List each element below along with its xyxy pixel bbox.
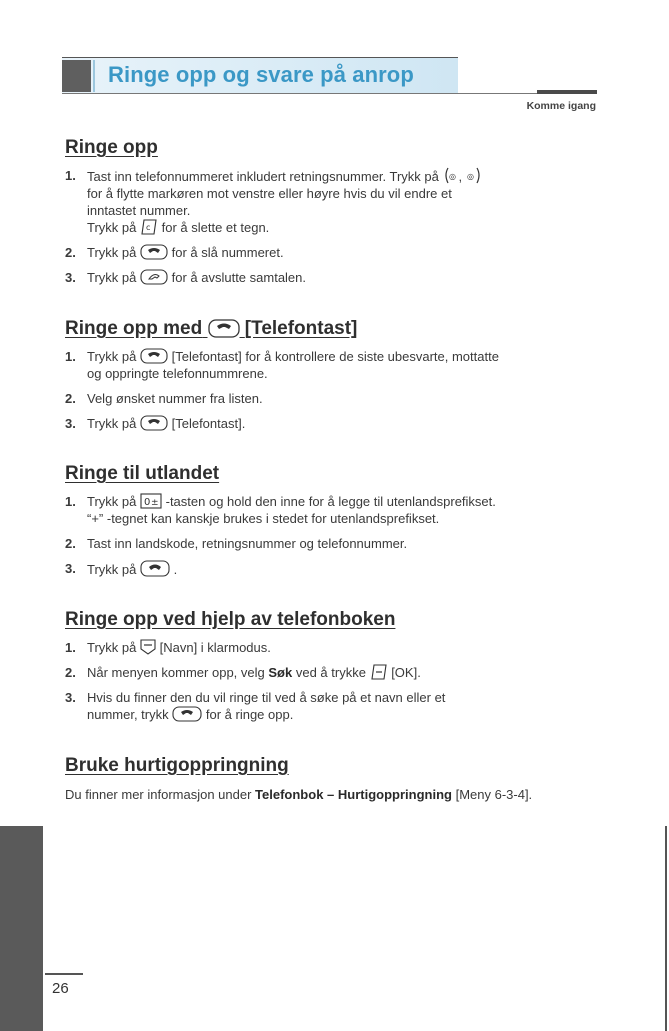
section-heading: Ringe opp — [65, 137, 158, 158]
svg-text:◎: ◎ — [466, 172, 474, 181]
section-body: Du finner mer informasjon under Telefonbok – Hurtigoppringning [Meny 6-3-4]. — [65, 787, 533, 802]
send-key-icon — [172, 706, 202, 722]
send-key-icon — [140, 348, 168, 364]
list-item: 3. Trykk på [Telefontast]. — [65, 416, 246, 431]
section-ringe-opp-med-telefontast — [65, 318, 605, 440]
section-bruke-hurtigoppringning — [65, 755, 605, 804]
section-heading: Ringe opp ved hjelp av telefonboken — [65, 609, 396, 630]
title-separator — [93, 60, 95, 92]
footer-rule — [45, 973, 83, 975]
section-ringe-opp — [65, 137, 605, 294]
svg-text:◎: ◎ — [448, 172, 456, 181]
list-item: 2. Når menyen kommer opp, velg Søk ved å trykke [OK]. — [65, 665, 421, 680]
svg-text:±: ± — [150, 498, 159, 508]
navigation-left-icon — [443, 167, 459, 184]
send-key-icon — [140, 244, 168, 260]
section-heading: Ringe til utlandet — [65, 463, 220, 484]
section-ringe-opp-telefonboken — [65, 609, 605, 731]
section-heading: Bruke hurtigoppringning — [65, 755, 289, 776]
list-item: 2. Trykk på for å slå nummeret. — [65, 245, 284, 260]
list-item: 1. Trykk på [Navn] i klarmodus. — [65, 640, 271, 655]
send-key-icon — [208, 319, 240, 338]
navigation-right-icon — [466, 167, 482, 184]
list-item: 2. Tast inn landskode, retningsnummer og telefonnummer. — [65, 536, 408, 551]
list-item: 2. Velg ønsket nummer fra listen. — [65, 391, 263, 406]
left-softkey-icon — [140, 639, 156, 655]
list-item: 1. Trykk på 0 ± -tasten og hold den inne for å legge til utenlandsprefikset. “+” -tegnet kan kanskje brukes i stedet for utenlandsprefikset. — [65, 494, 496, 526]
list-item: 1. Tast inn telefonnummeret inkludert retningsnummer. Trykk på ◎ , ◎ for å flytte markøren mot venstre eller høyre hvis du vil endre et inntastet nummer. Trykk på c for å slette et tegn. — [65, 167, 605, 236]
list-item: 1. Trykk på [Telefontast] for å kontrollere de siste ubesvarte, mottatte og oppringte telefonnummrene. — [65, 349, 499, 381]
list-item: 3. Hvis du finner den du vil ringe til ved å søke på et navn eller et nummer, trykk for å ringe opp. — [65, 690, 446, 722]
section-ringe-til-utlandet — [65, 463, 605, 586]
send-key-icon — [140, 560, 170, 577]
title-marker — [62, 60, 91, 92]
list-item: 3. Trykk på . — [65, 561, 178, 577]
page-edge-tab — [0, 826, 43, 1031]
chapter-label: Komme igang — [526, 100, 596, 112]
svg-text:0: 0 — [143, 497, 151, 508]
send-key-icon — [140, 415, 168, 431]
zero-key-icon — [140, 493, 162, 509]
end-key-icon — [140, 269, 168, 285]
page-edge-line — [665, 826, 667, 1031]
section-heading: Ringe opp med [Telefontast] — [65, 318, 358, 339]
svg-text:c: c — [145, 223, 151, 232]
page-number: 26 — [52, 980, 69, 997]
chapter-bar — [537, 90, 597, 94]
list-item: 3. Trykk på for å avslutte samtalen. — [65, 270, 307, 285]
title-rule — [62, 93, 597, 94]
clear-key-icon — [140, 219, 158, 235]
right-softkey-icon — [370, 664, 388, 680]
page-title: Ringe opp og svare på anrop — [108, 62, 414, 87]
